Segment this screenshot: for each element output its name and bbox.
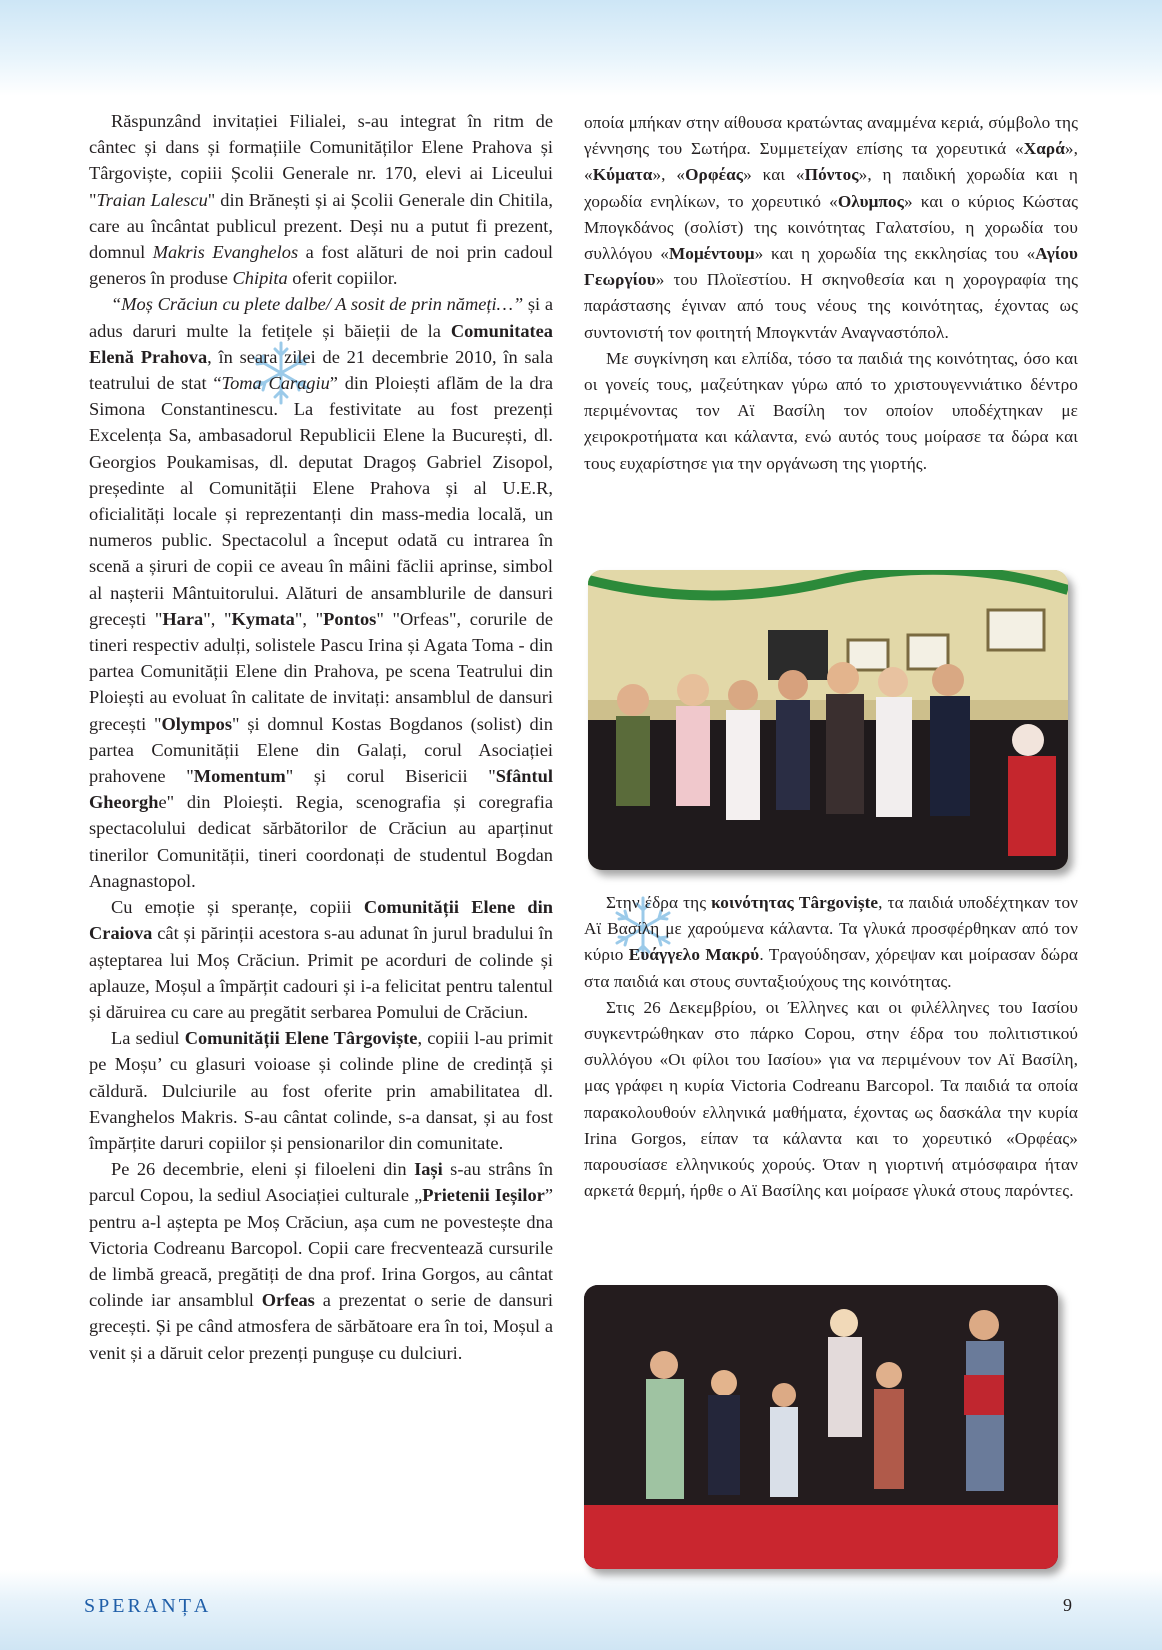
right-text-column-bottom (584, 890, 1078, 1204)
magazine-title: SPERANȚA (84, 1595, 212, 1617)
paragraph: οποία μπήκαν στην αίθουσα κρατώντας αναμμένα κεριά, σύμβολο της γέννησης του Σωτήρα. Συμμετείχαν επίσης τα χορευτικά «Χαρά», «Κύματα», «Ορφέας» και «Πόντος», η παιδική χορωδία και η χορωδία ενηλίκων, το χορευτικό «Ολυμπος» και ο κύριος Κώστας Μπογκδάνος (σολίστ) της κοινότητας Γαλατσίου, η χορωδία του συλλόγου «Μομέντουμ» και η χορωδία της εκκλησίας του «Αγίου Γεωργίου» του Πλοϊεστίου. Η σκηνοθεσία και η χορογραφία της παράστασης έγιναν από τους νέους της κοινότητας, έχοντας ως συντονιστή τον φοιτητή Μπογκντάν Αναγναστόπολ. (584, 113, 1078, 342)
right-text-column-top (584, 110, 1078, 477)
paragraph: Cu emoție și speranțe, copiii Comunității Elene din Craiova cât și părinții acestora s-au adunat în jurul bradului în așteptarea lui Moș Crăciun. Primit pe acorduri de colinde și aplauze, Moșul a împărțit cadouri și i-a felicitat pentru talentul și dăruirea cu care au pregătit serbarea Pomului de Crăciun. (89, 897, 553, 1022)
paragraph: Στην έδρα της κοινότητας Târgoviște, τα παιδιά υποδέχτηκαν τον Αϊ Βασίλη με χαρούμενα κάλαντα. Τα γλυκά προσφέρθηκαν από τον κύριο Ευάγγελο Μακρύ. Τραγούδησαν, χόρεψαν και μοίρασαν δώρα στα παιδιά και στους συνταξιούχους της κοινότητας. (584, 893, 1079, 991)
paragraph: Pe 26 decembrie, eleni și filoeleni din Iași s-au strâns în parcul Copou, la sediul Asociației culturale „Prietenii Ieșilor” pentru a-l aștepta pe Moș Crăciun, așa cum ne povestește dna Victoria Codreanu Barcopol. Copii care frecventează cursurile de limbă greacă, pregătiți de dna prof. Irina Gorgos, au cântat colinde iar ansamblul Orfeas a prezentat o serie de dansuri grecești. Și pe când atmosfera de sărbătoare era în toi, Moșul a venit și a dăruit celor prezenți pungușe cu dulciuri. (89, 1159, 553, 1363)
paragraph: Με συγκίνηση και ελπίδα, τόσο τα παιδιά της κοινότητας, όσο και οι γονείς τους, μαζεύτηκαν γύρω από το χριστουγεννιάτικο δέντρο περιμένοντας τον Αϊ Βασίλη τον οποίον υποδέχτηκαν με χειροκροτήματα και κάλαντα, ενώ αυτός τους μοίρασε τα δώρα και τους ευχαρίστησε για την οργάνωση της γιορτής. (584, 348, 1078, 473)
photo-children-choir (588, 570, 1068, 870)
page-number: 9 (1063, 1595, 1072, 1615)
top-header-band (0, 0, 1162, 96)
paragraph: La sediul Comunității Elene Târgoviște, copiii l-au primit pe Moșu’ cu glasuri voioase și colinde pline de credință și căldură. Dulciurile au fost oferite prin amabilitatea dl. Evanghelos Makris. S-au cântat colinde, s-a dansat, și au fost împărțite daruri copiilor și pensionarilor din comunitate. (89, 1028, 553, 1153)
left-text-column (89, 108, 553, 1366)
paragraph: Răspunzând invitației Filialei, s-au integrat în ritm de cântec și dans și formațiile Comunităților Elene Prahova și Târgoviște, copiii Școlii Generale nr. 170, elevi ai Liceului "Traian Lalescu" din Brănești și ai Școlii Generale din Chitila, care au încântat publicul prezent. Deși nu a putut fi prezent, domnul Makris Evanghelos a fost alături de noi prin cadoul generos în produse Chipita oferit copiilor. (89, 111, 553, 289)
paragraph: Στις 26 Δεκεμβρίου, οι Έλληνες και οι φιλέλληνες του Ιασίου συγκεντρώθηκαν στο πάρκο Copou, στην έδρα του πολιτιστικού συλλόγου «Οι φίλοι του Ιασίου» για να περιμένουν τον Αϊ Βασίλη, μας γράφει η κυρία Victoria Codreanu Barcopol. Τα παιδιά τα οποία παρακολουθούν ελληνικά μαθήματα, έχοντας ως δασκάλα την κυρία Irina Gorgos, είπαν τα κάλαντα και το χορευτικό «Ορφέας» παρουσίασε ελληνικούς χορούς. Όταν η γιορτινή ατμόσφαιρα ήταν αρκετά θερμή, ήρθε ο Αϊ Βασίλης και μοίρασε γλυκά στους παρόντες. (584, 997, 1078, 1201)
photo-stage-performance (584, 1285, 1058, 1569)
paragraph: “Moș Crăciun cu plete dalbe/ A sosit de prin nămeți…” și a adus daruri multe la fetițele și băieții de la Comunitatea Elenă Prahova, în seara zilei de 21 decembrie 2010, în sala teatrului de stat “Toma Caragiu” din Ploiești aflăm de la dra Simona Constantinescu. La festivitate au fost prezenți Excelența Sa, ambasadorul Republicii Elene la București, dl. Georgios Poukamisas, dl. deputat Dragoș Gabriel Zisopol, președinte al Comunității Elene Prahova și al U.E.R, oficialități locale și reprezentanți din mass-media locală, un numeros public. Spectacolul a început odată cu intrarea în scenă a șiruri de copii ce aveau în mâini făclii aprinse, simbol al nașterii Mântuitorului. Alături de ansamblurile de dansuri grecești "Hara", "Kymata", "Pontos" "Orfeas", corurile de tineri respectiv adulți, solistele Pascu Irina și Agata Toma - din partea Comunității Elene din Prahova, pe scena Teatrului din Ploiești au evoluat în calitate de invitați: ansamblul de dansuri grecești "Olympos" și domnul Kostas Bogdanos (solist) din partea Comunității Elene din Galați, corul Asociației prahovene "Momentum" și corul Bisericii "Sfântul Gheorghe" din Ploiești. Regia, scenografia și coregrafia spectacolului dedicat sărbătorilor de Crăciun au aparținut tinerilor Comunității, tineri coordonați de studentul Bogdan Anagnastopol. (89, 294, 554, 891)
